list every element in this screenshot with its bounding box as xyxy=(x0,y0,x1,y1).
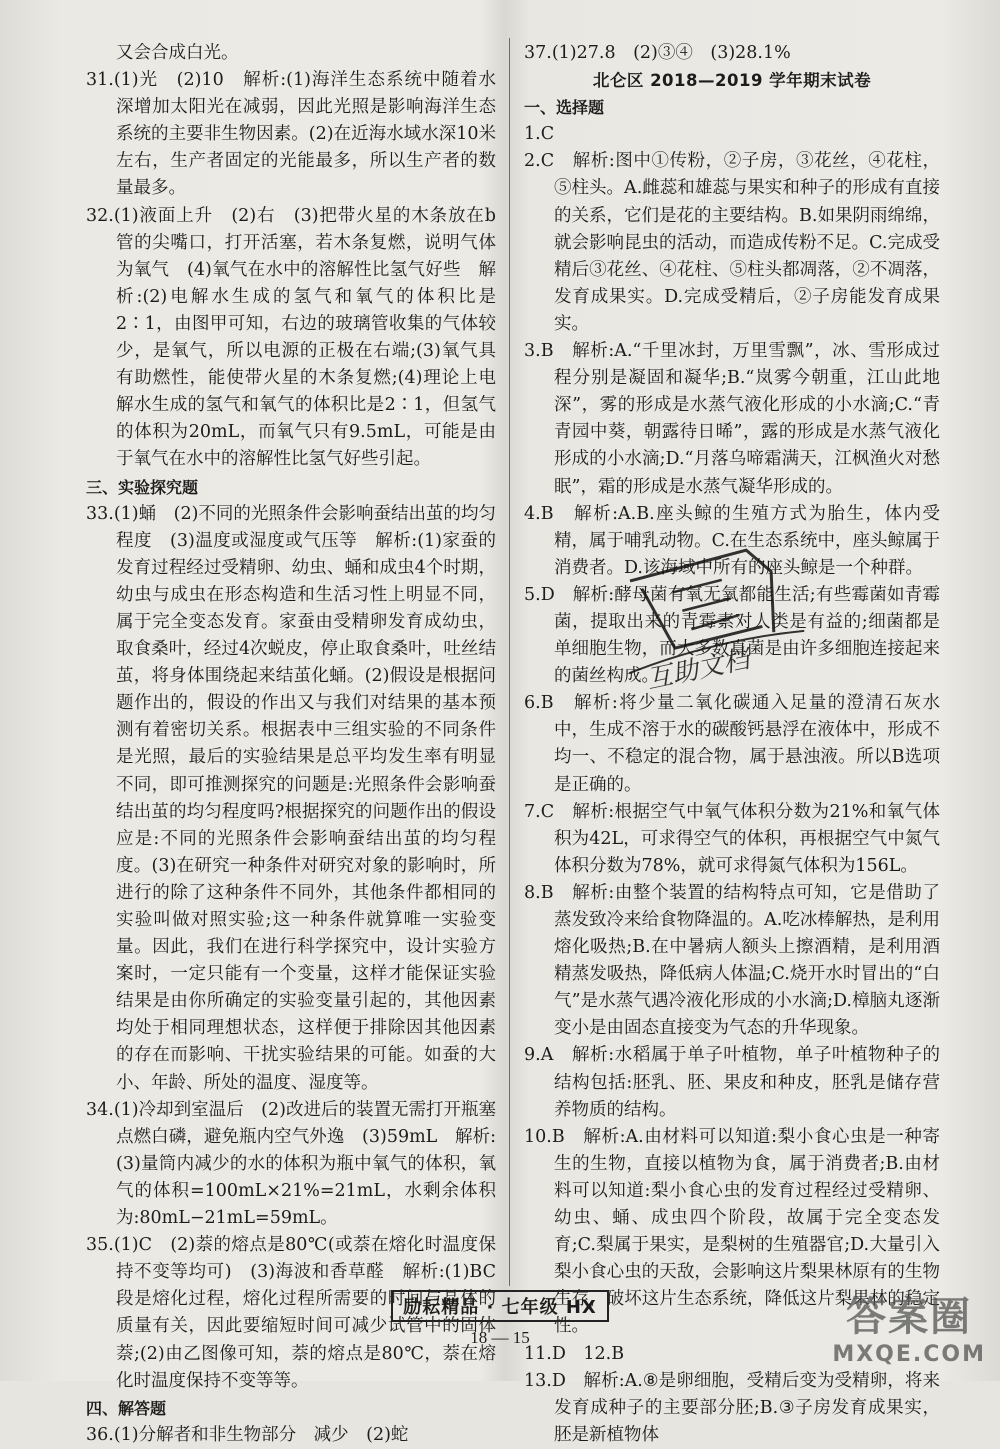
watermark-logo: 答案圈 xyxy=(846,1294,973,1340)
answer-10: 10.B 解析:A.由材料可以知道:梨小食心虫是一种寄生的生物，直接以植物为食，属于消费者;B.由材料可以知道:梨小食心虫的发育过程经过受精卵、幼虫、蛹、成虫四个阶段，故属于完全变态发育;C.梨属于果实，是梨树的生殖器官;D.大量引入梨小食心虫的天敌，会影响这片梨果林原有的生物生存，破坏这片生态系统，降低这片梨果林的稳定性。 xyxy=(524,1126,940,1337)
stamp-text: 互助文档 xyxy=(643,644,752,696)
answer-1: 1.C xyxy=(524,124,555,145)
answer-30-continuation: 又会合成白光。 xyxy=(116,43,239,63)
answer-13: 13.D 解析:A.⑧是卵细胞，受精后变为受精卵，将来发育成种子的主要部分胚;B.③子房发育成果实，胚是新植物体 xyxy=(524,1370,940,1445)
answer-6: 6.B 解析:将少量二氧化碳通入足量的澄清石灰水中，生成不溶于水的碳酸钙悬浮在液体中，形成不均一、不稳定的混合物，属于悬浊液。所以B选项是正确的。 xyxy=(524,693,940,795)
watermark-url: MXQE.COM xyxy=(832,1342,986,1367)
answer-34: 34.(1)冷却到室温后 (2)改进后的装置无需打开瓶塞点燃白磷，避免瓶内空气外逸 (3)59mL 解析:(3)量筒内减少的水的体积为瓶中氧气的体积，氧气的体积=100mL×21%=21mL，水剩余体积为:80mL−21mL=59mL。 xyxy=(86,1099,496,1229)
answer-32: 32.(1)液面上升 (2)右 (3)把带火星的木条放在b管的尖嘴口，打开活塞，若木条复燃，说明气体为氧气 (4)氧气在水中的溶解性比氢气好些 解析:(2)电解水生成的氢气和氧气的体积比是2∶1，由图甲可知，右边的玻璃管收集的气体较少，是氧气，所以电源的正极在右端;(3)氧气具有助燃性，能使带火星的木条复燃;(4)理论上电解水生成的氢气和氧气的体积比是2∶1，但氢气的体积为20mL，而氧气只有9.5mL，可能是由于氧气在水中的溶解性比氢气好些引起。 xyxy=(86,205,496,470)
section-heading-experiment: 三、实验探究题 xyxy=(86,477,199,497)
answer-11-12: 11.D 12.B xyxy=(524,1343,625,1364)
answer-5: 5.D 解析:酵母菌有氧无氧都能生活;有些霉菌如青霉菌，提取出来的青霉素对人类是有益的;细菌都是单细胞生物，而大多数真菌是由许多细胞连接起来的菌丝构成。 xyxy=(524,584,940,687)
answer-7: 7.C 解析:根据空气中氧气体积分数为21%和氧气体积为42L，可求得空气的体积，再根据空气中氮气体积分数为78%，就可求得氮气体积为156L。 xyxy=(524,801,940,876)
answer-37: 37.(1)27.8 (2)③④ (3)28.1% xyxy=(524,43,791,63)
answer-4: 4.B 解析:A.B.座头鲸的生殖方式为胎生，体内受精，属于哺乳动物。C.在生态系统中，座头鲸属于消费者。D.该海域中所有的座头鲸是一个种群。 xyxy=(524,503,940,578)
answer-9: 9.A 解析:水稻属于单子叶植物，单子叶植物种子的结构包括:胚乳、胚、果皮和种皮，胚乳是储存营养物质的结构。 xyxy=(524,1045,940,1120)
page-number: 18 — 15 xyxy=(470,1328,530,1347)
right-column xyxy=(524,40,940,1449)
column-divider xyxy=(509,38,510,1286)
section-heading-solutions: 四、解答题 xyxy=(86,1398,167,1418)
answer-36: 36.(1)分解者和非生物部分 减少 (2)蛇 xyxy=(86,1424,409,1445)
section-heading-choice: 一、选择题 xyxy=(524,98,605,118)
exam-title: 北仑区 2018—2019 学年期末试卷 xyxy=(592,71,872,91)
answer-33: 33.(1)蛹 (2)不同的光照条件会影响蚕结出茧的均匀程度 (3)温度或湿度或气压等 解析:(1)家蚕的发育过程经过受精卵、幼虫、蛹和成虫4个时期，幼虫与成虫在形态构造和生活习性上明显不同，属于完全变态发育。家蚕由受精卵发育成幼虫，取食桑叶，经过4次蜕皮，停止取食桑叶，吐丝结茧，将身体围绕起来结茧化蛹。(2)假设是根据问题作出的，假设的作出又与我们对结果的基本预测有着密切关系。根据表中三组实验的不同条件是光照，最后的实验结果是总平均发生率有明显不同，即可推测探究的问题是:光照条件会影响蚕结出茧的均匀程度吗?根据探究的问题作出的假设应是:不同的光照条件会影响蚕结出茧的均匀程度。(3)在研究一种条件对研究对象的影响时，所进行的除了这种条件不同外，其他条件都相同的实验叫做对照实验;这一种条件就算唯一实验变量。因此，我们在进行科学探究中，设计实验方案时，一定只能有一个变量，这样才能保证实验结果是由你所确定的实验变量引起的，其他因素均处于相同理想状态，这样便于排除因其他因素的存在而影响、干扰实验结果的可能。如蚕的大小、年龄、所处的温度、湿度等。 xyxy=(86,503,496,1093)
answer-35: 35.(1)C (2)萘的熔点是80℃(或萘在熔化时温度保持不变等均可) (3)海波和香草醛 解析:(1)BC段是熔化过程，熔化过程所需要的时间与晶体的质量有关，因此要缩短时间可减少试管中的固体萘;(2)由乙图像可知，萘的熔点是80℃，萘在熔化时温度保持不变等等。 xyxy=(86,1235,496,1391)
left-column xyxy=(86,40,496,1449)
answer-31: 31.(1)光 (2)10 解析:(1)海洋生态系统中随着水深增加太阳光在减弱，因此光照是影响海洋生态系统的主要非生物因素。(2)在近海水域水深10米左右，生产者固定的光能最多，所以生产者的数量最多。 xyxy=(86,70,496,199)
site-watermark xyxy=(832,1285,986,1367)
answer-2: 2.C 解析:图中①传粉，②子房，③花丝，④花柱，⑤柱头。A.雌蕊和雄蕊与果实和种子的形成有直接的关系，它们是花的主要结构。B.如果阴雨绵绵，就会影响昆虫的活动，而造成传粉不足。C.完成受精后③花丝、④花柱、⑤柱头都凋落，②不凋落，发育成果实。D.完成受精后，②子房能发育成果实。 xyxy=(524,151,940,334)
series-brand: 励耘精品 · 七年级 HX xyxy=(391,1290,609,1322)
answer-8: 8.B 解析:由整个装置的结构特点可知，它是借助了蒸发致冷来给食物降温的。A.吃冰棒解热，是利用熔化吸热;B.在中暑病人额头上擦酒精，是利用酒精蒸发吸热，降低病人体温;C.烧开水时冒出的“白气”是水蒸气遇冷液化形成的小水滴;D.樟脑丸逐渐变小是由固态直接变为气态的升华现象。 xyxy=(524,882,940,1039)
answer-3: 3.B 解析:A.“千里冰封，万里雪飘”，冰、雪形成过程分别是凝固和凝华;B.“岚雾今朝重，江山此地深”，雾的形成是水蒸气液化形成的小水滴;C.“青青园中葵，朝露待日晞”，露的形成是水蒸气液化形成的小水滴;D.“月落乌啼霜满天，江枫渔火对愁眠”，霜的形成是水蒸气凝华形成的。 xyxy=(524,341,940,497)
